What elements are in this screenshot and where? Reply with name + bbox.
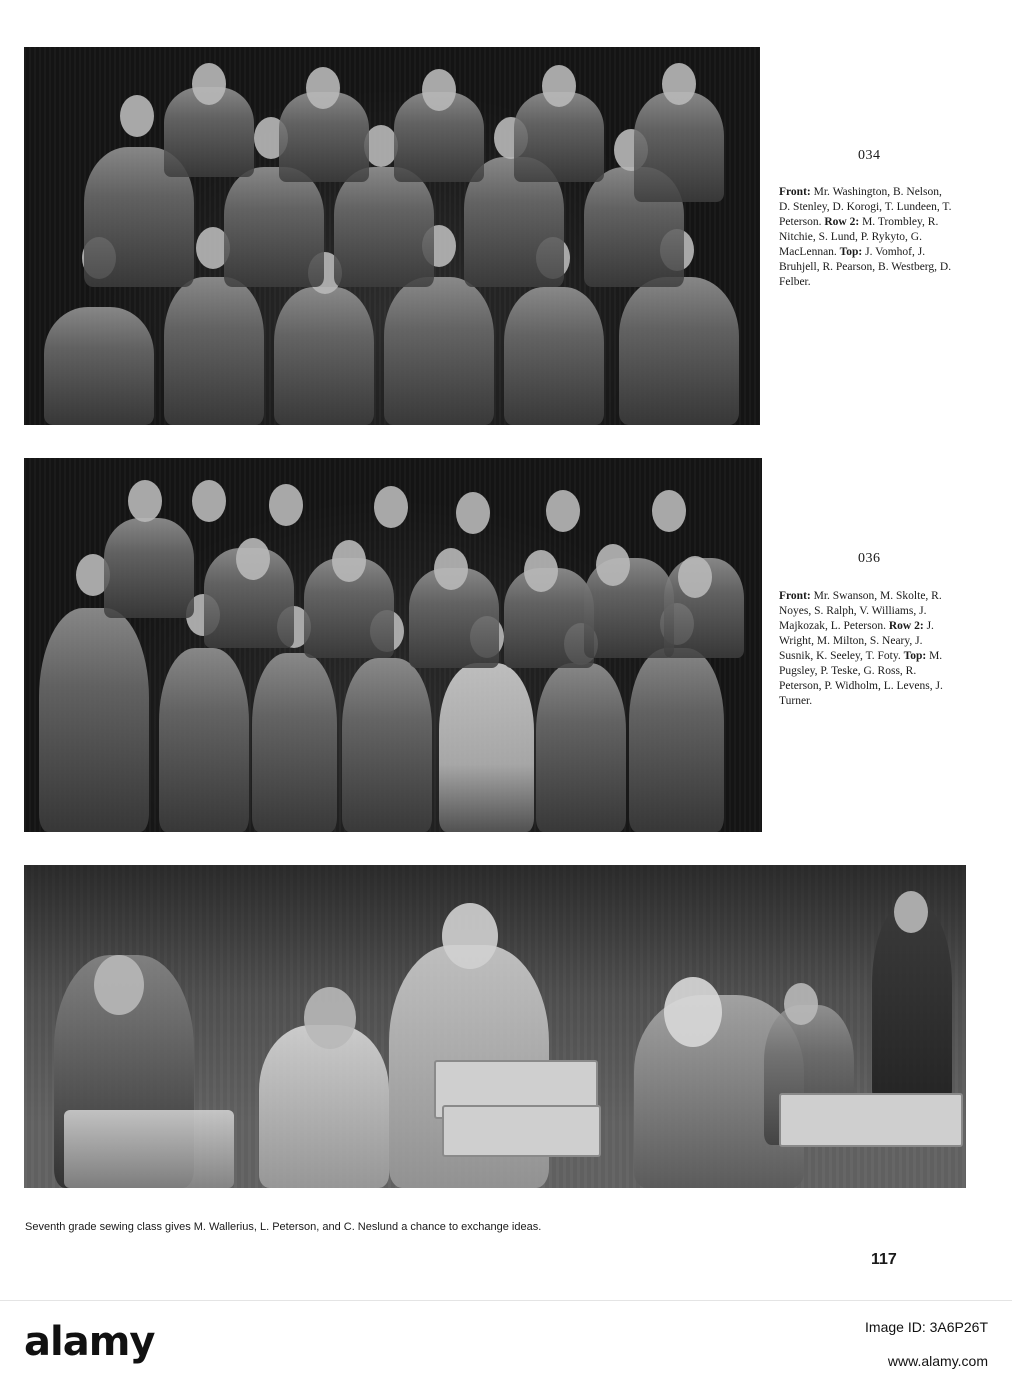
caption-row2-names: M. Trombley, R. Nitchie, S. Lund, P. Rykyto, G. MacLennan.: [779, 216, 939, 258]
group-number-036: 036: [858, 551, 881, 566]
caption-top-label: Top:: [839, 246, 863, 258]
image-id-label: Image ID: 3A6P26T: [865, 1319, 988, 1335]
group-caption-034: [779, 185, 955, 290]
group-caption-036: [779, 589, 955, 709]
group-photo-034: [24, 47, 760, 425]
footer-url-link[interactable]: www.alamy.com: [887, 1353, 988, 1369]
stock-photo-footer: [0, 1300, 1012, 1391]
group-photo-036: [24, 458, 762, 832]
caption-top-label: Top:: [903, 650, 927, 662]
sewing-class-photo: [24, 865, 966, 1188]
page-number: 117: [871, 1251, 897, 1268]
sewing-photo-caption: Seventh grade sewing class gives M. Wallerius, L. Peterson, and C. Neslund a chance to exchange ideas.: [25, 1221, 542, 1233]
caption-row2-label: Row 2:: [888, 620, 924, 632]
caption-front-names: Mr. Swanson, M. Skolte, R. Noyes, S. Ralph, V. Williams, J. Majkozak, L. Peterson.: [779, 590, 942, 632]
caption-front-label: Front:: [779, 590, 811, 602]
caption-row2-names: J. Wright, M. Milton, S. Neary, J. Susnik, K. Seeley, T. Foty.: [779, 620, 934, 662]
caption-top-names: J. Vomhof, J. Bruhjell, R. Pearson, B. Westberg, D. Felber.: [779, 246, 952, 288]
caption-front-names: Mr. Washington, B. Nelson, D. Stenley, D. Korogi, T. Lundeen, T. Peterson.: [779, 186, 952, 228]
caption-top-names: M. Pugsley, P. Teske, G. Ross, R. Peterson, P. Widholm, L. Levens, J. Turner.: [779, 650, 943, 707]
caption-front-label: Front:: [779, 186, 811, 198]
alamy-logo: alamy: [24, 1319, 155, 1365]
group-number-034: 034: [858, 148, 881, 163]
caption-row2-label: Row 2:: [824, 216, 860, 228]
